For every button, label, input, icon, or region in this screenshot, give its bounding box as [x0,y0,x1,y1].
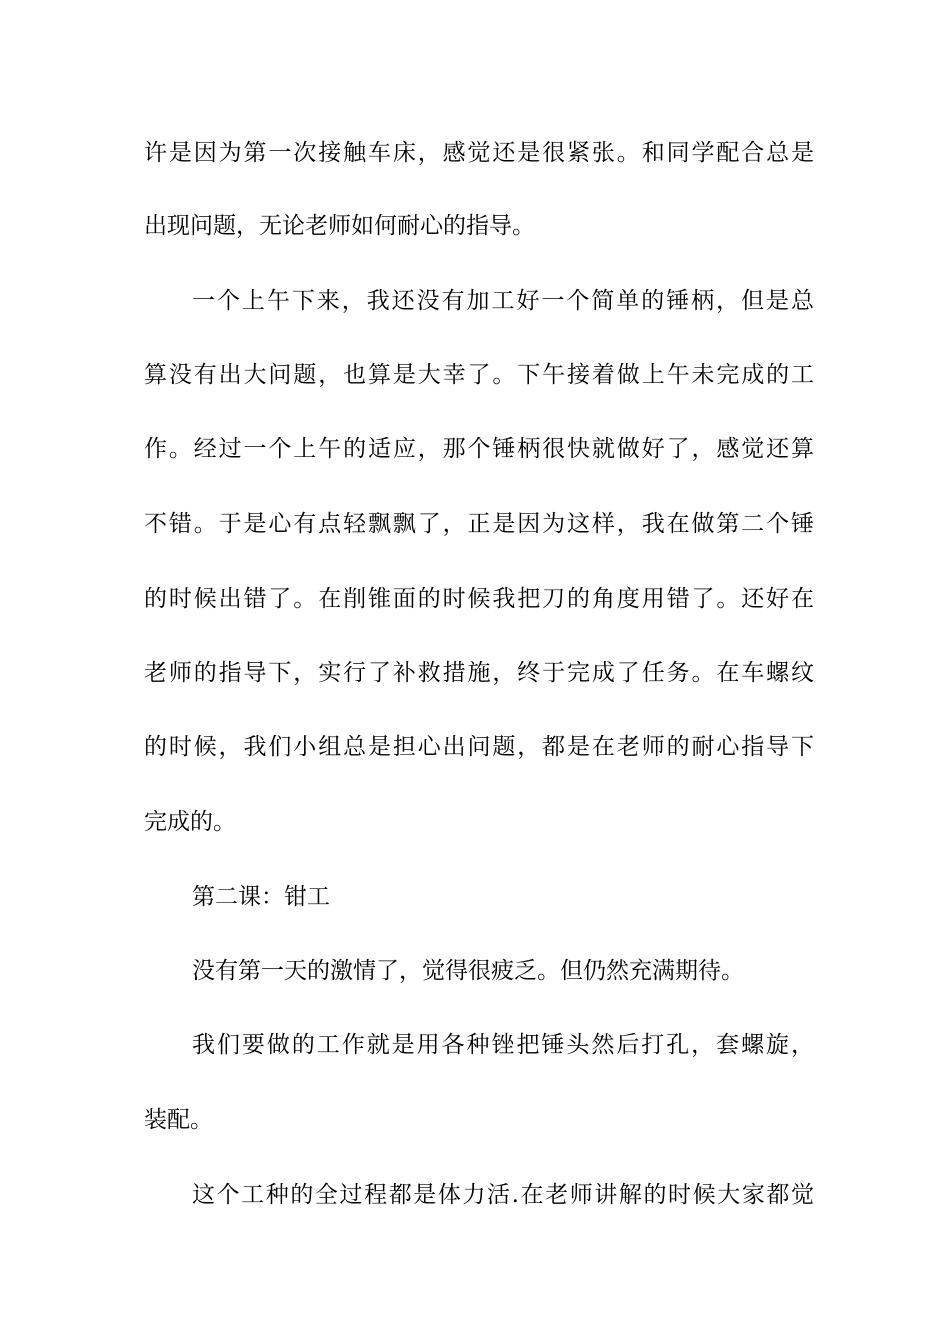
section-heading: 第二课：钳工 [192,884,330,910]
text-line: 的时候，我们小组总是担心出问题，都是在老师的耐心指导下 [144,734,814,760]
text-line: 装配。 [144,1107,213,1133]
text-line: 出现问题，无论老师如何耐心的指导。 [144,213,535,239]
text-line: 这个工种的全过程都是体力活.在老师讲解的时候大家都觉 [192,1182,814,1208]
text-line: 许是因为第一次接触车床，感觉还是很紧张。和同学配合总是 [144,140,814,166]
text-line: 老师的指导下，实行了补救措施，终于完成了任务。在车螺纹 [144,660,814,686]
text-line: 作。经过一个上午的适应，那个锤柄很快就做好了，感觉还算 [144,436,814,462]
text-line: 算没有出大问题，也算是大幸了。下午接着做上午未完成的工 [144,362,814,388]
text-line: 的时候出错了。在削锥面的时候我把刀的角度用错了。还好在 [144,586,814,612]
text-line: 完成的。 [144,809,236,835]
text-line: 我们要做的工作就是用各种锉把锤头然后打孔，套螺旋， [192,1032,814,1058]
text-line: 没有第一天的激情了，觉得很疲乏。但仍然充满期待。 [192,958,744,984]
text-line: 一个上午下来，我还没有加工好一个简单的锤柄，但是总 [192,288,814,314]
text-line: 不错。于是心有点轻飘飘了，正是因为这样，我在做第二个锤 [144,511,814,537]
